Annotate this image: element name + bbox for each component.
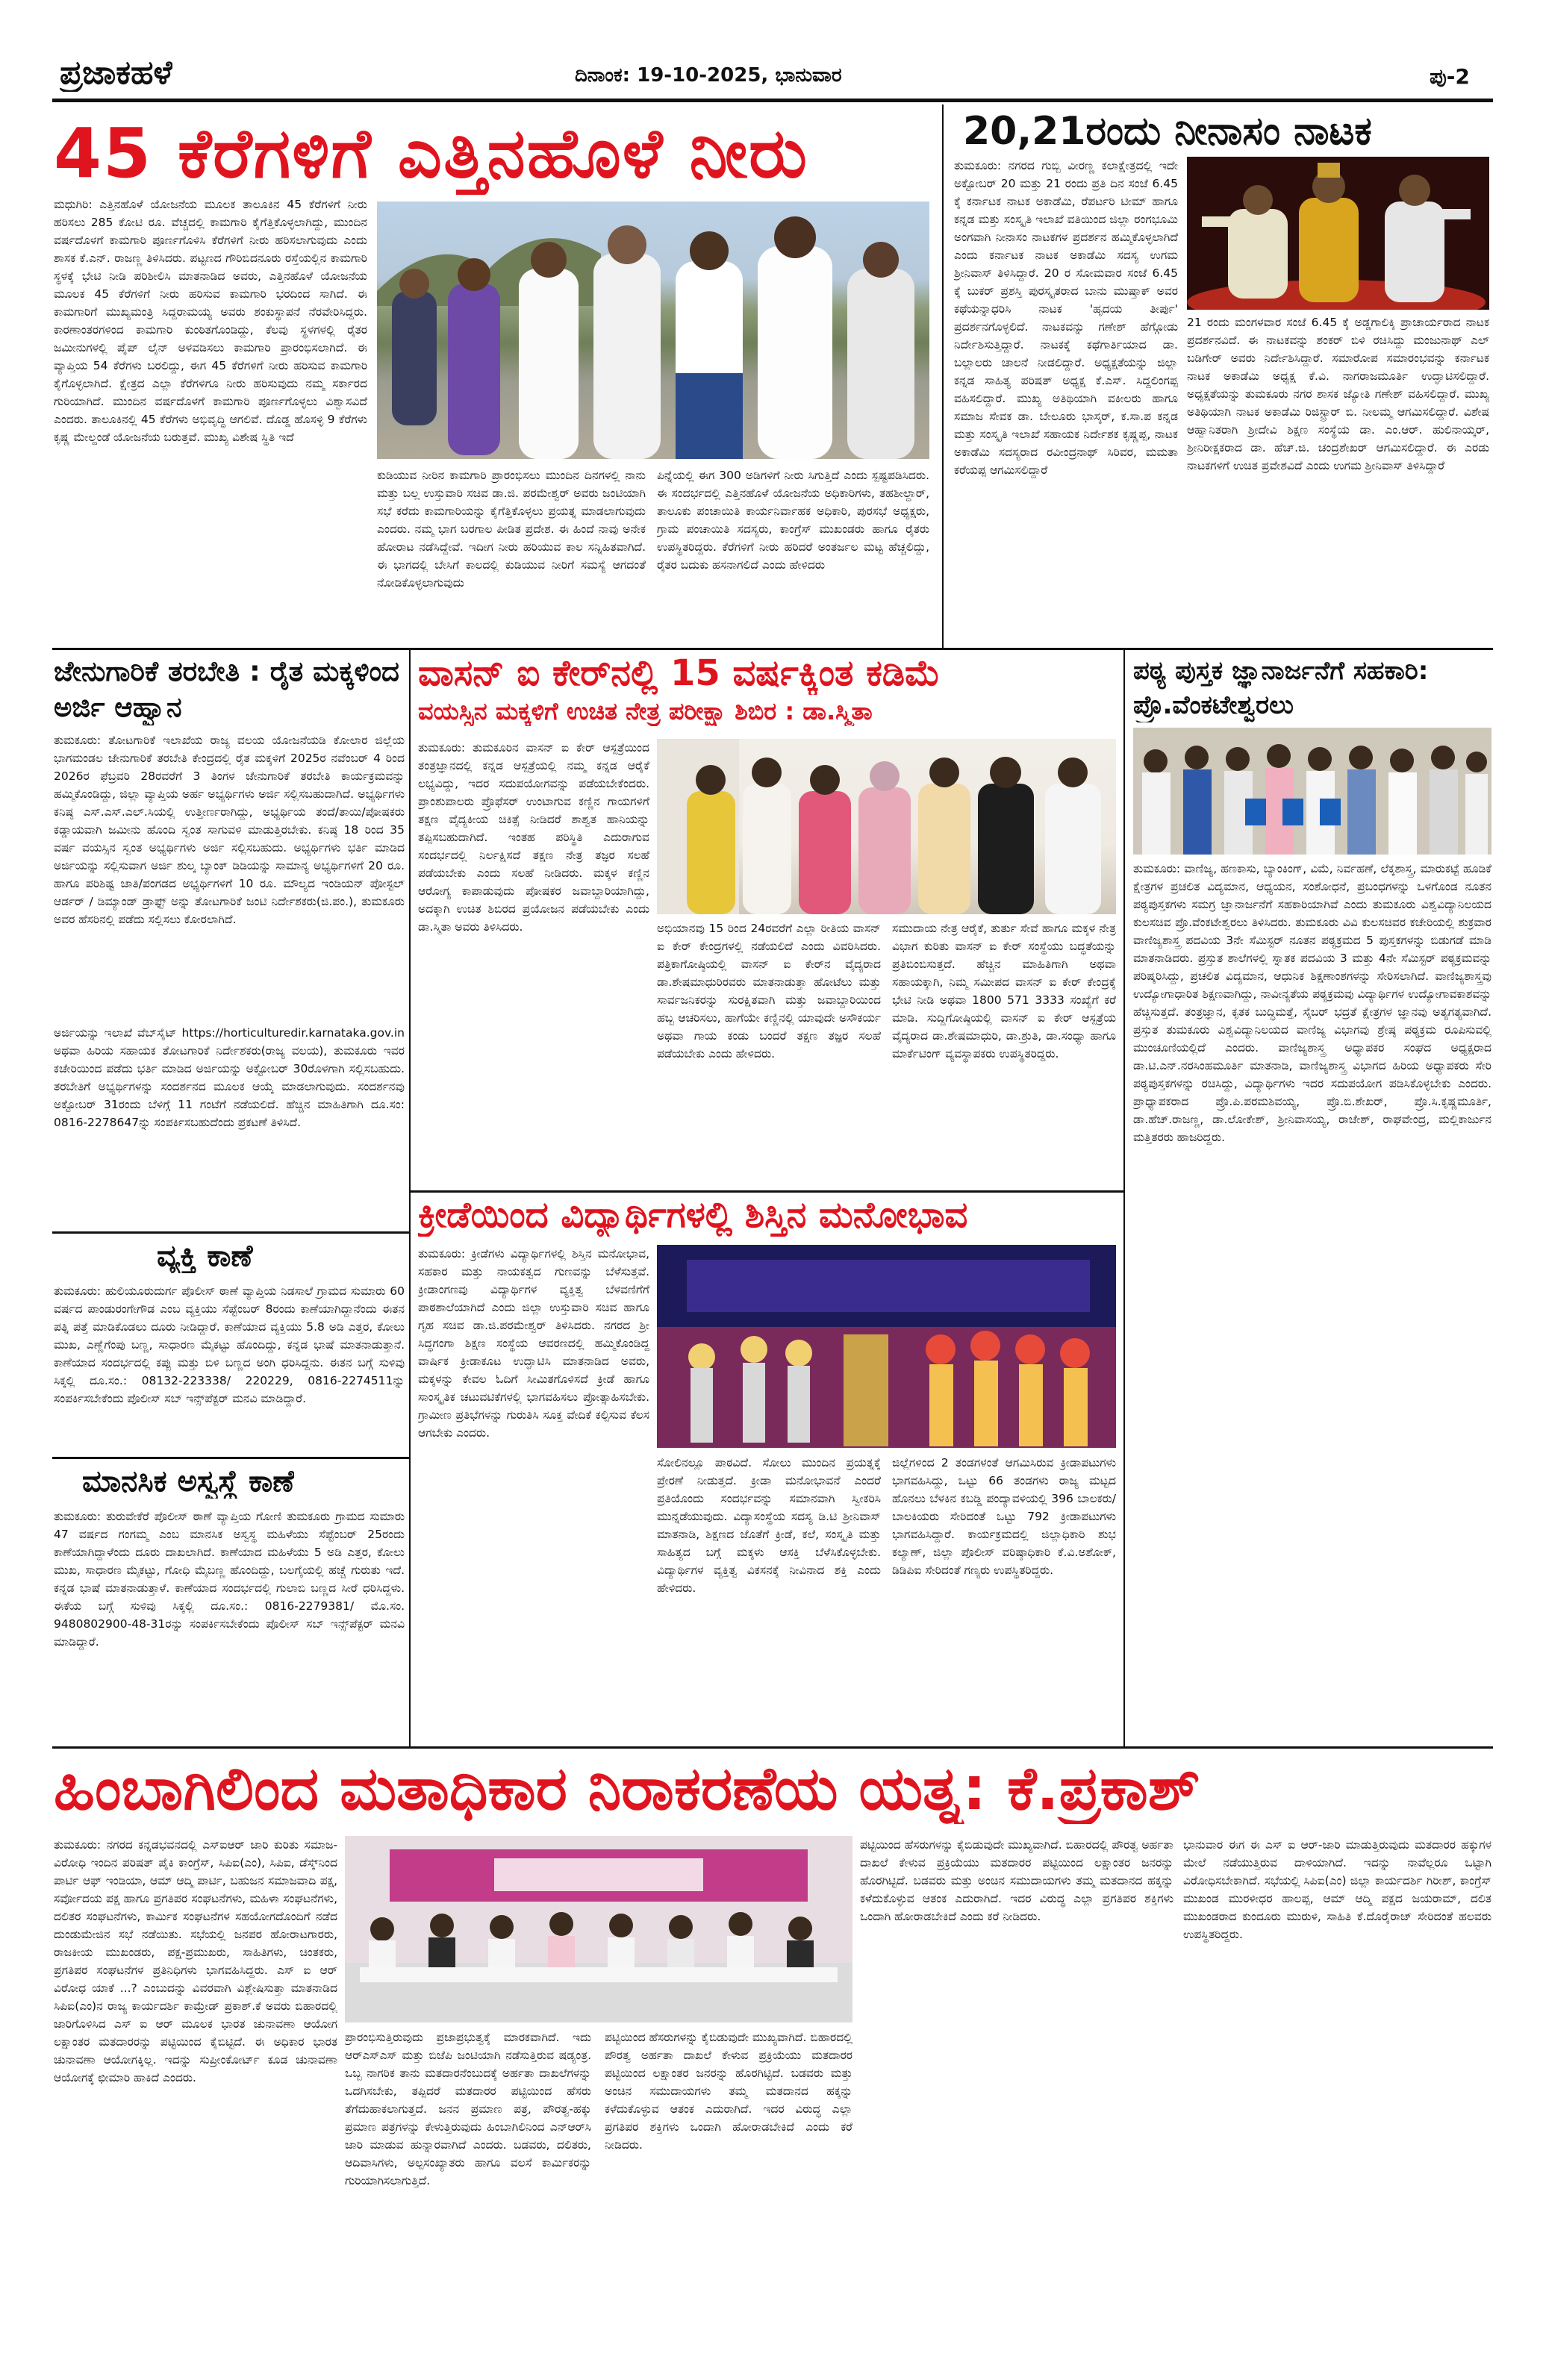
sports-column-3: ಜಿಲ್ಲೆಗಳಿಂದ 2 ತಂಡಗಳಂತೆ ಆಗಮಿಸಿರುವ ಕ್ರೀಡಾಪಟುಗಳು ಭಾಗವಹಿಸಿದ್ದು, ಒಟ್ಟು 66 ತಂಡಗಳು ರಾಜ್ಯ ಮಟ್ಟದ ಹೊನಲು ಬೆಳಕಿನ ಕಬಡ್ಡಿ ಪಂದ್ಯಾವಳಿಯಲ್ಲಿ 396 ಬಾಲಕರು/ಬಾಲಕಿಯರು ಸೇರಿದಂತೆ ಒಟ್ಟು 792 ಕ್ರೀಡಾಪಟುಗಳು ಭಾಗವಹಿಸಿದ್ದಾರೆ. ಕಾರ್ಯಕ್ರಮದಲ್ಲಿ ಜಿಲ್ಲಾಧಿಕಾರಿ ಶುಭ ಕಲ್ಯಾಣ್, ಜಿಲ್ಲಾ ಪೊಲೀಸ್ ವರಿಷ್ಠಾಧಿಕಾರಿ ಕೆ.ವಿ.ಅಶೋಕ್, ಡಿಡಿಪಿಐ ಸೇರಿದಂತೆ ಗಣ್ಯರು ಉಪಸ್ಥಿತರಿದ್ದರು. (892, 1456, 1116, 1577)
ninasam-stage-figures (1187, 157, 1489, 310)
sports-column-1: ತುಮಕೂರು: ಕ್ರೀಡೆಗಳು ವಿದ್ಯಾರ್ಥಿಗಳಲ್ಲಿ ಶಿಸ್ತಿನ ಮನೋಭಾವ, ಸಹಕಾರ ಮತ್ತು ನಾಯಕತ್ವದ ಗುಣವನ್ನು ಬೆಳೆಸುತ್ತವೆ. ಕ್ರೀಡಾಂಗಣವು ವಿದ್ಯಾರ್ಥಿಗಳ ವ್ಯಕ್ತಿತ್ವ ಬೆಳವಣಿಗೆಗೆ ಪಾಠಶಾಲೆಯಾಗಿದೆ ಎಂದು ಜಿಲ್ಲಾ ಉಸ್ತುವಾರಿ ಸಚಿವ ಹಾಗೂ ಗೃಹ ಸಚಿವ ಡಾ.ಜಿ.ಪರಮೇಶ್ವರ್ ತಿಳಿಸಿದರು. ನಗರದ ಶ್ರೀ ಸಿದ್ಧಗಂಗಾ ಶಿಕ್ಷಣ ಸಂಸ್ಥೆಯ ಆವರಣದಲ್ಲಿ ಹಮ್ಮಿಕೊಂಡಿದ್ದ ವಾರ್ಷಿಕ ಕ್ರೀಡಾಕೂಟ ಉದ್ಘಾಟಿಸಿ ಮಾತನಾಡಿದ ಅವರು, ಮಕ್ಕಳನ್ನು ಕೇವಲ ಓದಿಗೆ ಸೀಮಿತಗೊಳಿಸದೆ ಕ್ರೀಡೆ ಹಾಗೂ ಸಾಂಸ್ಕೃತಿಕ ಚಟುವಟಿಕೆಗಳಲ್ಲಿ ಭಾಗವಹಿಸಲು ಪ್ರೋತ್ಸಾಹಿಸಬೇಕು. ಗ್ರಾಮೀಣ ಪ್ರತಿಭೆಗಳನ್ನು ಗುರುತಿಸಿ ಸೂಕ್ತ ವೇದಿಕೆ ಕಲ್ಪಿಸುವ ಕೆಲಸ ಆಗಬೇಕು ಎಂದರು. (418, 1247, 649, 1440)
eye-sports-rule (411, 1190, 1123, 1193)
book-headline: ಪಠ್ಯ ಪುಸ್ತಕ ಜ್ಞಾನಾರ್ಜನೆಗೆ ಸಹಕಾರಿ: ಪ್ರೊ.ವೆಂಕಟೇಶ್ವರಲು (1133, 656, 1429, 720)
bee-missing-rule (52, 1231, 411, 1234)
prakash-column-4: ಭಾನುವಾರ ಈಗ ಈ ಎಸ್ ಐ ಆರ್-ಜಾರಿ ಮಾಡುತ್ತಿರುವುದು ಮತದಾರರ ಹಕ್ಕುಗಳ ಮೇಲೆ ನಡೆಯುತ್ತಿರುವ ದಾಳಿಯಾಗಿದೆ. ಇದನ್ನು ನಾವೆಲ್ಲರೂ ಒಟ್ಟಾಗಿ ವಿರೋಧಿಸಬೇಕಾಗಿದೆ. ಸಭೆಯಲ್ಲಿ ಸಿಪಿಐ(ಎಂ) ಜಿಲ್ಲಾ ಕಾರ್ಯದರ್ಶಿ ಗಿರೀಶ್, ಕಾಂಗ್ರೆಸ್ ಮುಖಂಡ ಮುರಳೀಧರ ಹಾಲಪ್ಪ, ಆಮ್ ಆದ್ಮಿ ಪಕ್ಷದ ಜಯರಾಮ್, ದಲಿತ ಮುಖಂಡರಾದ ಕುಂದೂರು ಮುರುಳಿ, ಸಾಹಿತಿ ಕೆ.ದೊರೈರಾಜ್ ಸೇರಿದಂತೆ ಹಲವರು ಉಪಸ್ಥಿತರಿದ್ದರು. (1183, 1838, 1491, 1941)
sports-headline: ಕ್ರೀಡೆಯಿಂದ ವಿದ್ಯಾರ್ಥಿಗಳಲ್ಲಿ ಶಿಸ್ತಿನ ಮನೋಭಾವ (418, 1194, 968, 1236)
top-section-rule (52, 648, 1493, 650)
eye-photo (657, 739, 1116, 914)
date-line: ದಿನಾಂಕ: 19-10-2025, ಭಾನುವಾರ (575, 64, 842, 87)
paper-name: ಪ್ರಜಾಕಹಳೆ (60, 54, 173, 92)
book-photo (1133, 728, 1491, 855)
book-photo-people (1133, 728, 1491, 855)
lakes-column-3: ಪಿನ್ನೆಯಲ್ಲಿ ಈಗ 300 ಅಡಿಗಳಿಗೆ ನೀರು ಸಿಗುತ್ತಿದೆ ಎಂದು ಸ್ಪಷ್ಟಪಡಿಸಿದರು. ಈ ಸಂದರ್ಭದಲ್ಲಿ ಎತ್ತಿನಹೊಳೆ ಯೋಜನೆಯ ಅಧಿಕಾರಿಗಳು, ತಹಶೀಲ್ದಾರ್, ತಾಲೂಕು ಪಂಚಾಯಿತಿ ಕಾರ್ಯನಿರ್ವಾಹಕ ಅಧಿಕಾರಿ, ಪುರಸಭೆ ಅಧ್ಯಕ್ಷರು, ಗ್ರಾಮ ಪಂಚಾಯಿತಿ ಸದಸ್ಯರು, ಕಾಂಗ್ರೆಸ್ ಮುಖಂಡರು ಹಾಗೂ ರೈತರು ಉಪಸ್ಥಿತರಿದ್ದರು. ಕೆರೆಗಳಿಗೆ ನೀರು ಹರಿದರೆ ಅಂತರ್ಜಲ ಮಟ್ಟ ಹೆಚ್ಚಲಿದ್ದು, ರೈತರ ಬದುಕು ಹಸನಾಗಲಿದೆ ಎಂದು ಹೇಳಿದರು (657, 469, 929, 572)
ninasam-column-2: 21 ರಂದು ಮಂಗಳವಾರ ಸಂಜೆ 6.45 ಕ್ಕೆ ಅಡ್ಡಗಾಲಿಕ್ಕಿ ಪ್ರಾಚಾರ್ಯರಾದ ನಾಟಕ ಪ್ರದರ್ಶನವಿದೆ. ಈ ನಾಟಕವನ್ನು ಶಂಕರ್ ಬಿಳಿ ರಚಿಸಿದ್ದು ಮಂಜುನಾಥ್ ಎಲ್ ಬಡಿಗೇರ್ ಅವರು ನಿರ್ದೇಶಿಸಿದ್ದಾರೆ. ಸಮಾರೋಪ ಸಮಾರಂಭವನ್ನು ಕರ್ನಾಟಕ ನಾಟಕ ಅಕಾಡೆಮಿ ಅಧ್ಯಕ್ಷ ಕೆ.ವಿ. ನಾಗರಾಜಮೂರ್ತಿ ಉದ್ಘಾಟಿಸಲಿದ್ದಾರೆ. ಅಧ್ಯಕ್ಷತೆಯನ್ನು ತುಮಕೂರು ನಗರ ಶಾಸಕ ಜ್ಯೋತಿ ಗಣೇಶ್ ವಹಿಸಲಿದ್ದಾರೆ. ಮುಖ್ಯ ಅತಿಥಿಯಾಗಿ ನಾಟಕ ಅಕಾಡೆಮಿ ರಿಜಿಸ್ಟ್ರಾರ್ ಬಿ. ನೀಲಮ್ಮ ಆಗಮಿಸಲಿದ್ದಾರೆ. ವಿಶೇಷ ಆಹ್ವಾನಿತರಾಗಿ ಶ್ರೀದೇವಿ ಶಿಕ್ಷಣ ಸಂಸ್ಥೆಯ ಡಾ. ಎಂ.ಆರ್. ಹುಲಿನಾಯ್ಕರ್, ಶ್ರೀನಿರೀಕ್ಷಕರಾದ ಡಾ. ಹೆಚ್.ಜಿ. ಚಂದ್ರಶೇಖರ್ ಆಗಮಿಸಲಿದ್ದಾರೆ. ಈ ಎರಡು ನಾಟಕಗಳಿಗೆ ಉಚಿತ ಪ್ರವೇಶವಿದೆ ಎಂದು ಉಗಮ ಶ್ರೀನಿವಾಸ್ ತಿಳಿಸಿದ್ದಾರೆ (1187, 316, 1489, 472)
mental-headline: ಮಾನಸಿಕ ಅಸ್ವಸ್ಥೆ ಕಾಣೆ (82, 1464, 295, 1499)
sports-photo (657, 1245, 1116, 1448)
ninasam-headline: 20,21ರಂದು ನೀನಾಸಂ ನಾಟಕ (963, 109, 1372, 154)
eye-column-2: ಅಭಿಯಾನವು 15 ರಿಂದ 24ರವರೆಗೆ ಎಲ್ಲಾ ರೀತಿಯ ವಾಸನ್ ಐ ಕೇರ್ ಕೇಂದ್ರಗಳಲ್ಲಿ ನಡೆಯಲಿದೆ ಎಂದು ವಿವರಿಸಿದರು. ಪತ್ರಿಕಾಗೋಷ್ಠಿಯಲ್ಲಿ ವಾಸನ್ ಐ ಕೇರ್‌ನ ವೈದ್ಯರಾದ ಡಾ.ಶೇಷಮಾಧುರಿರವರು ಮಾತನಾಡುತ್ತಾ ಹೋಟೆಲು ಮತ್ತು ಸಾರ್ವಜನಿಕರನ್ನು ಸುರಕ್ಷಿತವಾಗಿ ಮತ್ತು ಜವಾಬ್ದಾರಿಯಿಂದ ಹಬ್ಬ ಆಚರಿಸಲು, ಹಾಗೆಯೇ ಕಣ್ಣಿನಲ್ಲಿ ಯಾವುದೇ ಅಸೌಕರ್ಯ ಅಥವಾ ಗಾಯ ಕಂಡು ಬಂದರೆ ತಕ್ಷಣ ತಜ್ಞರ ಸಲಹೆ ಪಡೆಯಬೇಕು ಎಂದು ಹೇಳಿದರು. (657, 922, 881, 1061)
divider-left-center (409, 649, 411, 1746)
missing-headline: ವ್ಯಕ್ತಿ ಕಾಣೆ (157, 1239, 253, 1273)
lakes-photo (377, 202, 929, 459)
prakash-column-3: ಪಟ್ಟಿಯಿಂದ ಹೆಸರುಗಳನ್ನು ಕೈಬಿಡುವುದೇ ಮುಖ್ಯವಾಗಿದೆ. ಬಿಹಾರದಲ್ಲಿ ಪೌರತ್ವ ಅರ್ಹತಾ ದಾಖಲೆ ಕೇಳುವ ಪ್ರಕ್ರಿಯೆಯು ಮತದಾರರ ಪಟ್ಟಿಯಿಂದ ಲಕ್ಷಾಂತರ ಜನರನ್ನು ಹೊರಗಿಟ್ಟಿದೆ. ಬಡವರು ಮತ್ತು ಅಂಚಿನ ಸಮುದಾಯಗಳು ತಮ್ಮ ಮತದಾನದ ಹಕ್ಕನ್ನು ಕಳೆದುಕೊಳ್ಳುವ ಆತಂಕ ಎದುರಾಗಿದೆ. ಇದರ ವಿರುದ್ಧ ಎಲ್ಲಾ ಪ್ರಗತಿಪರ ಶಕ್ತಿಗಳು ಒಂದಾಗಿ ಹೋರಾಡಬೇಕಿದೆ ಎಂದು ಕರೆ ನೀಡಿದರು. (605, 2031, 852, 2152)
bee-body: ತುಮಕೂರು: ತೋಟಗಾರಿಕೆ ಇಲಾಖೆಯ ರಾಜ್ಯ ವಲಯ ಯೋಜನೆಯಡಿ ಕೋಲಾರ ಜಿಲ್ಲೆಯ ಭಾಗಮಂಡಲ ಜೇನುಗಾರಿಕೆ ತರಬೇತಿ ಕೇಂದ್ರದಲ್ಲಿ ರೈತ ಮಕ್ಕಳಿಗೆ 2025ರ ನವೆಂಬರ್ 4 ರಿಂದ 2026ರ ಫೆಬ್ರವರಿ 28ರವರೆಗೆ 3 ತಿಂಗಳ ಜೇನುಗಾರಿಕೆ ತರಬೇತಿ ಕಾರ್ಯಕ್ರಮವನ್ನು ಹಮ್ಮಿಕೊಂಡಿದ್ದು, ಜಿಲ್ಲಾ ವ್ಯಾಪ್ತಿಯ ಅರ್ಹ ಅಭ್ಯರ್ಥಿಗಳು ಅರ್ಜಿ ಸಲ್ಲಿಸಬಹುದಾಗಿದೆ. ಅಭ್ಯರ್ಥಿಗಳು ಕನಿಷ್ಠ ಎಸ್.ಎಸ್.ಎಲ್.ಸಿಯಲ್ಲಿ ಉತ್ತೀರ್ಣರಾಗಿದ್ದು, ಅಭ್ಯರ್ಥಿಯ ತಂದೆ/ತಾಯಿ/ಪೋಷಕರು ಕಡ್ಡಾಯವಾಗಿ ಜಮೀನು ಹೊಂದಿ ಸ್ವಂತ ಸಾಗುವಳಿ ಮಾಡುತ್ತಿರಬೇಕು. ಕನಿಷ್ಠ 18 ರಿಂದ 35 ವರ್ಷ ವಯಸ್ಸಿನ ಸ್ವಂತ ಅಭ್ಯರ್ಥಿಗಳು ಅರ್ಜಿ ಸಲ್ಲಿಸಬಹುದು. ಅಭ್ಯರ್ಥಿಗಳು ಭರ್ತಿ ಮಾಡಿದ ಅರ್ಜಿಯನ್ನು ಸಲ್ಲಿಸುವಾಗ ಅರ್ಜಿ ಶುಲ್ಕ ಬ್ಯಾಂಕ್ ಡಿಡಿಯನ್ನು ಸಾಮಾನ್ಯ ಅಭ್ಯರ್ಥಿಗಳಿಗೆ 20 ರೂ. ಹಾಗೂ ಪರಿಶಿಷ್ಟ ಜಾತಿ/ಪಂಗಡದ ಅಭ್ಯರ್ಥಿಗಳಿಗೆ 10 ರೂ. ಮೌಲ್ಯದ ಇಂಡಿಯನ್ ಪೋಸ್ಟಲ್ ಆರ್ಡರ್ / ಡಿಮ್ಯಾಂಡ್ ಡ್ರಾಫ್ಟ್ ಅನ್ನು ತೋಟಗಾರಿಕೆ ಜಂಟಿ ನಿರ್ದೇಶಕರು(ಜಿ.ಪಂ.), ತುಮಕೂರು ಅವರ ಹೆಸರಿನಲ್ಲಿ ಪಡೆದು ಸಲ್ಲಿಸಲು ಕೋರಲಾಗಿದೆ. (54, 734, 405, 926)
page-number: ಪು-2 (1430, 64, 1470, 89)
prakash-headline: ಹಿಂಬಾಗಿಲಿಂದ ಮತಾಧಿಕಾರ ನಿರಾಕರಣೆಯ ಯತ್ನ: ಕೆ.ಪ್ರಕಾಶ್ (54, 1754, 1200, 1823)
prakash-photo (345, 1836, 852, 2023)
prakash-column-3-top (860, 1836, 1173, 2358)
eye-column-1: ತುಮಕೂರು: ತುಮಕೂರಿನ ವಾಸನ್ ಐ ಕೇರ್ ಆಸ್ಪತ್ರೆಯಿಂದ ತಂತ್ರಜ್ಞಾನದಲ್ಲಿ ಕನ್ನಡ ಆಸ್ಪತ್ರೆಯಲ್ಲಿ ನಮ್ಮ ಕನ್ನಡ ಆರೈಕೆ ಲಭ್ಯವಿದ್ದು, ಇದರ ಸದುಪಯೋಗವನ್ನು ಪಡೆಯಬೇಕೆಂದರು. ಪ್ರಾಂಶುಪಾಲರು ಪ್ರೊಫೆಸರ್ ಉಂಟಾಗುವ ಕಣ್ಣಿನ ಗಾಯಗಳಿಗೆ ತಕ್ಷಣ ವೈದ್ಯಕೀಯ ಚಿಕಿತ್ಸೆ ನೀಡಿದರೆ ಶಾಶ್ವತ ಹಾನಿಯನ್ನು ತಪ್ಪಿಸಬಹುದಾಗಿದೆ. ಇಂತಹ ಪರಿಸ್ಥಿತಿ ಎದುರಾಗುವ ಸಂದರ್ಭದಲ್ಲಿ ನಿರ್ಲಕ್ಷಿಸದೆ ತಕ್ಷಣ ನೇತ್ರ ತಜ್ಞರ ಸಲಹೆ ಪಡೆಯಬೇಕು ಎಂದು ಸಲಹೆ ನೀಡಿದರು. ಮಕ್ಕಳ ಕಣ್ಣಿನ ಆರೋಗ್ಯ ಕಾಪಾಡುವುದು ಪೋಷಕರ ಜವಾಬ್ದಾರಿಯಾಗಿದ್ದು, ಅದಕ್ಕಾಗಿ ಉಚಿತ ಶಿಬಿರದ ಪ್ರಯೋಜನ ಪಡೆಯಬೇಕು ಎಂದು ಡಾ.ಸ್ಮಿತಾ ಅವರು ತಿಳಿಸಿದರು. (418, 741, 649, 934)
prakash-meeting-figures (345, 1836, 852, 2023)
lakes-column-2: ಕುಡಿಯುವ ನೀರಿನ ಕಾಮಗಾರಿ ಪ್ರಾರಂಭಿಸಲು ಮುಂದಿನ ದಿನಗಳಲ್ಲಿ ನಾನು ಮತ್ತು ಬಲ್ಲ ಉಸ್ತುವಾರಿ ಸಚಿವ ಡಾ.ಜಿ. ಪರಮೇಶ್ವರ್ ಅವರು ಜಂಟಿಯಾಗಿ ಸಭೆ ಕರೆದು ಕಾಮಗಾರಿಯನ್ನು ಕೈಗೆತ್ತಿಕೊಳ್ಳಲು ಪ್ರಯತ್ನ ಮಾಡಲಾಗುವುದು ಎಂದರು. ನಮ್ಮ ಭಾಗ ಬರಗಾಲ ಪೀಡಿತ ಪ್ರದೇಶ. ಈ ಹಿಂದೆ ನಾವು ಅನೇಕ ಹೋರಾಟ ನಡೆಸಿದ್ದೇವೆ. ಇದೀಗ ನೀರು ಹರಿಯುವ ಕಾಲ ಸನ್ನಿಹಿತವಾಗಿದೆ. ಈ ಭಾಗದಲ್ಲಿ ಬೇಸಿಗೆ ಕಾಲದಲ್ಲಿ ಕುಡಿಯುವ ನೀರಿಗೆ ಸಮಸ್ಯೆ ಆಗದಂತೆ ನೋಡಿಕೊಳ್ಳಲಾಗುವುದು (377, 469, 646, 590)
lakes-photo-figures (377, 202, 929, 459)
middle-bottom-rule (52, 1746, 1493, 1749)
prakash-column-1: ತುಮಕೂರು: ನಗರದ ಕನ್ನಡಭವನದಲ್ಲಿ ಎಸ್‌ಐಆರ್ ಜಾರಿ ಕುರಿತು ಸಮಾಜ-ವಿರೋಧಿ ಇಂದಿನ ಪರಿಷತ್ ಪೈಕಿ ಕಾಂಗ್ರೆಸ್, ಸಿಪಿಐ(ಎಂ), ಸಿಪಿಐ, ಡೆಸ್ಕ್‌ನಿಂದ ಪಾರ್ಟಿ ಆಫ್ ಇಂಡಿಯಾ, ಆಮ್ ಆದ್ಮಿ ಪಾರ್ಟಿ, ಬಹುಜನ ಸಮಾಜವಾದಿ ಪಕ್ಷ, ಸರ್ವೋದಯ ಪಕ್ಷ ಹಾಗೂ ಪ್ರಗತಿಪರ ಸಂಘಟನೆಗಳು, ಮಹಿಳಾ ಸಂಘಟನೆಗಳು, ದಲಿತರ ಸಂಘಟನೆಗಳು, ಕಾರ್ಮಿಕ ಸಂಘಟನೆಗಳ ಸಹಯೋಗದೊಂದಿಗೆ ನಡೆದ ದುಂಡುಮೇಜಿನ ಸಭೆ ನಡೆಯಿತು. ಸಭೆಯಲ್ಲಿ ಜನಪರ ಹೋರಾಟಗಾರರು, ರಾಜಕೀಯ ಮುಖಂಡರು, ಪಕ್ಷ-ಪ್ರಮುಖರು, ಸಾಹಿತಿಗಳು, ಚಿಂತಕರು, ಪ್ರಗತಿಪರ ಸಂಘಟನೆಗಳ ಪ್ರತಿನಿಧಿಗಳು ಭಾಗವಹಿಸಿದ್ದರು. ಎಸ್ ಐ ಆರ್ ವಿರೋಧ ಯಾಕೆ ...? ಎಂಬುದನ್ನು ವಿವರವಾಗಿ ವಿಶ್ಲೇಷಿಸುತ್ತಾ ಮಾತನಾಡಿದ ಸಿಪಿಐ(ಎಂ)ನ ರಾಜ್ಯ ಕಾರ್ಯದರ್ಶಿ ಕಾಮ್ರೇಡ್ ಪ್ರಕಾಶ್.ಕೆ ಅವರು ಬಿಹಾರದಲ್ಲಿ ಜಾರಿಗೊಳಿಸಿದ ಎಸ್ ಐ ಆರ್ ಮೂಲಕ ಭಾರತ ಚುನಾವಣಾ ಆಯೋಗ ಲಕ್ಷಾಂತರ ಮತದಾರರನ್ನು ಪಟ್ಟಿಯಿಂದ ಕೈಬಿಟ್ಟಿದೆ. ಈ ಅಧಿಕಾರ ಭಾರತ ಚುನಾವಣಾ ಆಯೋಗಕ್ಕಿಲ್ಲ. ಇದನ್ನು ಸುಪ್ರೀಂಕೋರ್ಟ್ ಕೂಡ ಚುನಾವಣಾ ಆಯೋಗಕ್ಕೆ ಛೀಮಾರಿ ಹಾಕಿದೆ ಎಂದರು. (54, 1838, 337, 2084)
lakes-column-1: ಮಧುಗಿರಿ: ಎತ್ತಿನಹೊಳೆ ಯೋಜನೆಯ ಮೂಲಕ ತಾಲೂಕಿನ 45 ಕೆರೆಗಳಿಗೆ ನೀರು ಹರಿಸಲು 285 ಕೋಟಿ ರೂ. ವೆಚ್ಚದಲ್ಲಿ ಕಾಮಗಾರಿ ಕೈಗೆತ್ತಿಕೊಳ್ಳಲಾಗಿದ್ದು, ಮುಂದಿನ ವರ್ಷದೊಳಗೆ ಕಾಮಗಾರಿ ಪೂರ್ಣಗೊಳಿಸಿ ಕೆರೆಗಳಿಗೆ ನೀರು ಹರಿಸಲಾಗುವುದು ಎಂದು ಶಾಸಕ ಕೆ.ಎನ್. ರಾಜಣ್ಣ ತಿಳಿಸಿದರು. ಪಟ್ಟಣದ ಗೌರಿಬಿದನೂರು ರಸ್ತೆಯಲ್ಲಿನ ಕಾಮಗಾರಿ ಸ್ಥಳಕ್ಕೆ ಭೇಟಿ ನೀಡಿ ಪರಿಶೀಲಿಸಿ ಮಾತನಾಡಿದ ಅವರು, ಎತ್ತಿನಹೊಳೆ ಯೋಜನೆಯ ಮೂಲಕ 45 ಕೆರೆಗಳಿಗೆ ನೀರು ಹರಿಸುವ ಕಾಮಗಾರಿ ಭರದಿಂದ ಸಾಗಿದೆ. ಈ ಕಾಮಗಾರಿಗೆ ಮುಖ್ಯಮಂತ್ರಿ ಸಿದ್ದರಾಮಯ್ಯ ಅವರು ಶಂಕುಸ್ಥಾಪನೆ ನೆರವೇರಿಸಿದ್ದರು. ಕಾರಣಾಂತರಗಳಿಂದ ಕಾಮಗಾರಿ ಕುಂಠಿತಗೊಂಡಿದ್ದು, ಕೆಲವು ಸ್ಥಳಗಳಲ್ಲಿ ರೈತರ ಜಮೀನುಗಳಲ್ಲಿ ಪೈಪ್ ಲೈನ್ ಅಳವಡಿಸಲು ಕಾಮಗಾರಿ ಪ್ರಾರಂಭಿಸಲಾಗಿದೆ. ಈ ವ್ಯಾಪ್ತಿಯ 54 ಕೆರೆಗಳು ಬರಲಿದ್ದು, ಈಗ 45 ಕೆರೆಗಳಿಗೆ ನೀರು ಹರಿಸುವ ಕಾಮಗಾರಿ ಕೈಗೊಳ್ಳಲಾಗಿದೆ. ಕ್ಷೇತ್ರದ ಎಲ್ಲಾ ಕೆರೆಗಳಿಗೂ ನೀರು ಹರಿಸುವುದು ನಮ್ಮ ಸರ್ಕಾರದ ಗುರಿಯಾಗಿದೆ. ಮುಂದಿನ ವರ್ಷದೊಳಗೆ ಕಾಮಗಾರಿ ಪೂರ್ಣಗೊಳ್ಳಲು ವಿಶ್ವಾಸವಿದೆ ಎಂದರು. ತಾಲೂಕಿನಲ್ಲಿ 45 ಕೆರೆಗಳು ಅಭಿವೃದ್ಧಿ ಆಗಲಿವೆ. ದೊಡ್ಡ ಹೊಸಳ್ಳಿ 9 ಕೆರೆಗಳು ಕೃಷ್ಣ ಮೇಲ್ದಂಡೆ ಯೋಜನೆಯ ಬರುತ್ತವೆ. ಮುಖ್ಯ ವಿಶೇಷ ಸ್ಥಿತಿ ಇದೆ (54, 198, 367, 444)
book-headline-block (1133, 654, 1491, 722)
bee-body-2: ಅರ್ಜಿಯನ್ನು ಇಲಾಖೆ ವೆಬ್‌ಸೈಟ್ https://horticulturedir.karnataka.gov.in ಅಥವಾ ಹಿರಿಯ ಸಹಾಯಕ ತೋಟಗಾರಿಕೆ ನಿರ್ದೇಶಕರು(ರಾಜ್ಯ ವಲಯ), ತುಮಕೂರು ಇವರ ಕಚೇರಿಯಿಂದ ಪಡೆದು ಭರ್ತಿ ಮಾಡಿದ ಅರ್ಜಿಯನ್ನು ಅಕ್ಟೋಬರ್ 30ರೊಳಗಾಗಿ ಸಲ್ಲಿಸಬಹುದು. ತರಬೇತಿಗೆ ಅಭ್ಯರ್ಥಿಗಳನ್ನು ಸಂದರ್ಶನದ ಮೂಲಕ ಆಯ್ಕೆ ಮಾಡಲಾಗುವುದು. ಸಂದರ್ಶನವು ಅಕ್ಟೋಬರ್ 31ರಂದು ಬೆಳಿಗ್ಗೆ 11 ಗಂಟೆಗೆ ನಡೆಯಲಿದೆ. ಹೆಚ್ಚಿನ ಮಾಹಿತಿಗಾಗಿ ದೂ.ಸಂ: 0816-2278647ನ್ನು ಸಂಪರ್ಕಿಸಬಹುದೆಂದು ಪ್ರಕಟಣೆ ತಿಳಿಸಿದೆ. (54, 1026, 405, 1129)
bee-headline: ಜೇನುಗಾರಿಕೆ ತರಬೇತಿ : ರೈತ ಮಕ್ಕಳಿಂದ ಅರ್ಜಿ ಆಹ್ವಾನ (54, 655, 399, 723)
book-body: ತುಮಕೂರು: ವಾಣಿಜ್ಯ, ಹಣಕಾಸು, ಬ್ಯಾಂಕಿಂಗ್, ವಿಮೆ, ನಿರ್ವಹಣೆ, ಲೆಕ್ಕಶಾಸ್ತ್ರ, ಮಾರುಕಟ್ಟೆ ಹೂಡಿಕೆ ಕ್ಷೇತ್ರಗಳ ಪ್ರಚಲಿತ ವಿದ್ಯಮಾನ, ಆಧ್ಯಯನ, ಸಂಶೋಧನೆ, ಪ್ರಬಂಧಗಳನ್ನು ಒಳಗೊಂಡ ನೂತನ ಪಠ್ಯಪುಸ್ತಕಗಳು ಸಮಗ್ರ ಜ್ಞಾನಾರ್ಜನೆಗೆ ಸಹಕಾರಿಯಾಗಿವೆ ಎಂದು ತುಮಕೂರು ವಿಶ್ವವಿದ್ಯಾನಿಲಯದ ಕುಲಸಚಿವ ಪ್ರೊ.ವೆಂಕಟೇಶ್ವರಲು ತಿಳಿಸಿದರು. ತುಮಕೂರು ವಿವಿ ಕುಲಸಚಿವರ ಕಚೇರಿಯಲ್ಲಿ ಶುಕ್ರವಾರ ವಾಣಿಜ್ಯಶಾಸ್ತ್ರ ಪದವಿಯ 3ನೇ ಸೆಮಿಸ್ಟರ್ ನೂತನ ಪಠ್ಯಕ್ರಮದ 5 ಪುಸ್ತಕಗಳನ್ನು ಬಿಡುಗಡೆ ಮಾಡಿ ಮಾತನಾಡಿದರು. ಪ್ರಸ್ತುತ ಶಾಲೆಗಳಲ್ಲಿ ಸ್ನಾತಕ ಪದವಿಯ 3 ಮತ್ತು 4ನೇ ಸೆಮಿಸ್ಟರ್ ಪಠ್ಯಕ್ರಮವನ್ನು ಪರಿಷ್ಕರಿಸಿದ್ದು, ಪ್ರಚಲಿತ ವಿದ್ಯಮಾನ, ಆಧುನಿಕ ಶಿಕ್ಷಣಾಂಶಗಳನ್ನು ಸೇರಿಸಲಾಗಿದೆ. ವಾಣಿಜ್ಯಶಾಸ್ತ್ರವು ಉದ್ಯೋಗಾಧಾರಿತ ಶಿಕ್ಷಣವಾಗಿದ್ದು, ನಾವೀನ್ಯತೆಯ ಪಠ್ಯಕ್ರಮವು ವಿದ್ಯಾರ್ಥಿಗಳ ಉದ್ಯೋಗಾವಕಾಶವನ್ನು ಹೆಚ್ಚಿಸುತ್ತದೆ. ತಂತ್ರಜ್ಞಾನ, ಕೃತಕ ಬುದ್ಧಿಮತ್ತೆ, ಸೈಬರ್ ಭದ್ರತೆ ಕ್ಷೇತ್ರಗಳ ಜ್ಞಾನವು ಅತ್ಯಗತ್ಯವಾಗಿದೆ. ಪ್ರಸ್ತುತ ತುಮಕೂರು ವಿಶ್ವವಿದ್ಯಾನಿಲಯದ ವಾಣಿಜ್ಯ ವಿಭಾಗವು ಶ್ರೇಷ್ಠ ಪಠ್ಯಕ್ರಮ ರೂಪಿಸುವಲ್ಲಿ ಮುಂಚೂಣಿಯಲ್ಲಿದೆ ಎಂದರು. ವಾಣಿಜ್ಯಶಾಸ್ತ್ರ ಅಧ್ಯಾಪಕರ ಸಂಘದ ಅಧ್ಯಕ್ಷರಾದ ಡಾ.ಟಿ.ಎನ್.ನರಸಿಂಹಮೂರ್ತಿ ಮಾತನಾಡಿ, ವಾಣಿಜ್ಯಶಾಸ್ತ್ರ ವಿಭಾಗದ ಹಿರಿಯ ಅಧ್ಯಾಪಕರು ಸೇರಿ ಪಠ್ಯಪುಸ್ತಕಗಳನ್ನು ರಚಿಸಿದ್ದು, ವಿದ್ಯಾರ್ಥಿಗಳು ಇದರ ಸದುಪಯೋಗ ಪಡಿಸಿಕೊಳ್ಳಬೇಕು ಎಂದರು. ಪ್ರಾಧ್ಯಾಪಕರಾದ ಪ್ರೊ.ಪಿ.ಪರಮಶಿವಯ್ಯ, ಪ್ರೊ.ಬಿ.ಶೇಖರ್, ಪ್ರೊ.ಸಿ.ಕೃಷ್ಣಮೂರ್ತಿ, ಡಾ.ಹೆಚ್.ರಾಜಣ್ಣ, ಡಾ.ಲೋಕೇಶ್, ಶ್ರೀನಿವಾಸಯ್ಯ, ರಾಜೇಶ್, ರಾಘವೇಂದ್ರ, ಮಲ್ಲಿಕಾರ್ಜುನ ಮತ್ತಿತರರು ಹಾಜರಿದ್ದರು. (1133, 862, 1491, 1144)
masthead-rule (52, 99, 1493, 102)
ninasam-column-1: ತುಮಕೂರು: ನಗರದ ಗುಬ್ಬಿ ವೀರಣ್ಣ ಕಲಾಕ್ಷೇತ್ರದಲ್ಲಿ ಇದೇ ಅಕ್ಟೋಬರ್ 20 ಮತ್ತು 21 ರಂದು ಪ್ರತಿ ದಿನ ಸಂಜೆ 6.45 ಕ್ಕೆ ಕರ್ನಾಟಕ ನಾಟಕ ಅಕಾಡೆಮಿ, ರೆಪರ್ಟರಿ ಟೀಮ್ ಹಾಗೂ ಕನ್ನಡ ಮತ್ತು ಸಂಸ್ಕೃತಿ ಇಲಾಖೆ ವತಿಯಿಂದ ಜಿಲ್ಲಾ ರಂಗಭೂಮಿ ಅಂಗವಾಗಿ ನೀನಾಸಂ ನಾಟಕಗಳ ಪ್ರದರ್ಶನ ಹಮ್ಮಿಕೊಳ್ಳಲಾಗಿದೆ ಎಂದು ಕರ್ನಾಟಕ ನಾಟಕ ಅಕಾಡೆಮಿ ಸದಸ್ಯ ಉಗಮ ಶ್ರೀನಿವಾಸ್ ತಿಳಿಸಿದ್ದಾರೆ. 20 ರ ಸೋಮವಾರ ಸಂಜೆ 6.45 ಕ್ಕೆ ಬುಕರ್ ಪ್ರಶಸ್ತಿ ಪುರಸ್ಕೃತರಾದ ಬಾನು ಮುಷ್ತಾಕ್ ಅವರ ಕಥೆಯನ್ನಾಧರಿಸಿ ನಾಟಕ 'ಹೃದಯ ತೀರ್ಪು' ಪ್ರದರ್ಶನಗೊಳ್ಳಲಿದೆ. ನಾಟಕವನ್ನು ಗಣೇಶ್ ಹೆಗ್ಗೋಡು ನಿರ್ದೇಶಿಸುತ್ತಿದ್ದಾರೆ. ನಾಟಕಕ್ಕೆ ಕಥೆಗಾರ್ತಿಯಾದ ಡಾ. ಬಲ್ಲಾಲರು ಚಾಲನೆ ನೀಡಲಿದ್ದಾರೆ. ಅಧ್ಯಕ್ಷತೆಯನ್ನು ಜಿಲ್ಲಾ ಕನ್ನಡ ಸಾಹಿತ್ಯ ಪರಿಷತ್ ಅಧ್ಯಕ್ಷ ಕೆ.ಎಸ್. ಸಿದ್ದಲಿಂಗಪ್ಪ ವಹಿಸಲಿದ್ದಾರೆ. ಮುಖ್ಯ ಅತಿಥಿಯಾಗಿ ವಕೀಲರು ಹಾಗೂ ಸಮಾಜ ಸೇವಕ ಡಾ. ಬೇಲೂರು ಭಾಸ್ಕರ್, ಕ.ಸಾ.ಪ ಕನ್ನಡ ಮತ್ತು ಸಂಸ್ಕೃತಿ ಇಲಾಖೆ ಸಹಾಯಕ ನಿರ್ದೇಶಕ ಕೃಷ್ಣಪ್ಪ, ನಾಟಕ ಅಕಾಡೆಮಿ ಸದಸ್ಯರಾದ ರವೀಂದ್ರನಾಥ್ ಸಿರಿವರ, ಮಮತಾ ಕರೆಯಪ್ಪ ಆಗಮಿಸಲಿದ್ದಾರೆ (954, 159, 1178, 477)
eye-subhead: ವಯಸ್ಸಿನ ಮಕ್ಕಳಿಗೆ ಉಚಿತ ನೇತ್ರ ಪರೀಕ್ಷಾ ಶಿಬಿರ : ಡಾ.ಸ್ಮಿತಾ (418, 697, 873, 725)
prakash-column-2: ಪ್ರಾರಂಭಿಸುತ್ತಿರುವುದು ಪ್ರಜಾಪ್ರಭುತ್ವಕ್ಕೆ ಮಾರಕವಾಗಿದೆ. ಇದು ಆರ್‌ಎಸ್‌ಎಸ್ ಮತ್ತು ಬಿಜೆಪಿ ಜಂಟಿಯಾಗಿ ನಡೆಸುತ್ತಿರುವ ಷಡ್ಯಂತ್ರ. ಒಬ್ಬ ನಾಗರಿಕ ತಾನು ಮತದಾರನೆಂಬುದಕ್ಕೆ ಅರ್ಹತಾ ದಾಖಲೆಗಳನ್ನು ಒದಗಿಸಬೇಕು, ತಪ್ಪಿದರೆ ಮತದಾರರ ಪಟ್ಟಿಯಿಂದ ಹೆಸರು ತೆಗೆದುಹಾಕಲಾಗುತ್ತದೆ. ಜನನ ಪ್ರಮಾಣ ಪತ್ರ, ಪೌರತ್ವ-ಹಕ್ಕು ಪ್ರಮಾಣ ಪತ್ರಗಳನ್ನು ಕೇಳುತ್ತಿರುವುದು ಹಿಂಬಾಗಿಲಿನಿಂದ ಎನ್‌ಆರ್‌ಸಿ ಜಾರಿ ಮಾಡುವ ಹುನ್ನಾರವಾಗಿದೆ ಎಂದರು. ಬಡವರು, ದಲಿತರು, ಆದಿವಾಸಿಗಳು, ಅಲ್ಪಸಂಖ್ಯಾತರು ಹಾಗೂ ವಲಸೆ ಕಾರ್ಮಿಕರನ್ನು ಗುರಿಯಾಗಿಸಲಾಗುತ್ತಿದೆ. (345, 2031, 591, 2187)
prakash-column-3-text: ಪಟ್ಟಿಯಿಂದ ಹೆಸರುಗಳನ್ನು ಕೈಬಿಡುವುದೇ ಮುಖ್ಯವಾಗಿದೆ. ಬಿಹಾರದಲ್ಲಿ ಪೌರತ್ವ ಅರ್ಹತಾ ದಾಖಲೆ ಕೇಳುವ ಪ್ರಕ್ರಿಯೆಯು ಮತದಾರರ ಪಟ್ಟಿಯಿಂದ ಲಕ್ಷಾಂತರ ಜನರನ್ನು ಹೊರಗಿಟ್ಟಿದೆ. ಬಡವರು ಮತ್ತು ಅಂಚಿನ ಸಮುದಾಯಗಳು ತಮ್ಮ ಮತದಾನದ ಹಕ್ಕನ್ನು ಕಳೆದುಕೊಳ್ಳುವ ಆತಂಕ ಎದುರಾಗಿದೆ. ಇದರ ವಿರುದ್ಧ ಎಲ್ಲಾ ಪ್ರಗತಿಪರ ಶಕ್ತಿಗಳು ಒಂದಾಗಿ ಹೋರಾಡಬೇಕಿದೆ ಎಂದು ಕರೆ ನೀಡಿದರು. (860, 1838, 1173, 1923)
divider-center-right (1123, 649, 1125, 1746)
missing-mental-rule (52, 1457, 411, 1459)
sports-stage-figures (657, 1245, 1116, 1448)
bee-headline-line-1 (54, 654, 405, 725)
lakes-headline: 45 ಕೆರೆಗಳಿಗೆ ಎತ್ತಿನಹೊಳೆ ನೀರು (54, 113, 809, 193)
eye-photo-people (657, 739, 1116, 914)
divider-lakes-ninasam (942, 104, 944, 649)
missing-body: ತುಮಕೂರು: ಹುಲಿಯೂರುದುರ್ಗ ಪೊಲೀಸ್ ಠಾಣೆ ವ್ಯಾಪ್ತಿಯ ನಿಡಸಾಲೆ ಗ್ರಾಮದ ಸುಮಾರು 60 ವರ್ಷದ ಪಾಂಡುರಂಗೇಗೌಡ ಎಂಬ ವ್ಯಕ್ತಿಯು ಸೆಪ್ಟೆಂಬರ್ 8ರಂದು ಕಾಣೆಯಾಗಿದ್ದಾನೆಂದು ಈತನ ಪತ್ನಿ ಪತ್ತೆ ಮಾಡಿಕೊಡಲು ದೂರು ನೀಡಿದ್ದಾರೆ. ಕಾಣೆಯಾದ ವ್ಯಕ್ತಿಯು 5.8 ಅಡಿ ಎತ್ತರ, ಕೋಲು ಮುಖ, ಎಣ್ಣೆಗೆಂಪು ಬಣ್ಣ, ಸಾಧಾರಣ ಮೈಕಟ್ಟು ಹೊಂದಿದ್ದು, ಕನ್ನಡ ಭಾಷೆ ಮಾತನಾಡುತ್ತಾನೆ. ಕಾಣೆಯಾದ ಸಂದರ್ಭದಲ್ಲಿ ಕಪ್ಪು ಮತ್ತು ಬಿಳಿ ಬಣ್ಣದ ಅಂಗಿ ಧರಿಸಿದ್ದನು. ಈತನ ಬಗ್ಗೆ ಸುಳಿವು ಸಿಕ್ಕಲ್ಲಿ ದೂ.ಸಂ.: 08132-223338/ 220229, 0816-2274511ನ್ನು ಸಂಪರ್ಕಿಸಬೇಕೆಂದು ಪೊಲೀಸ್ ಸಬ್ ಇನ್ಸ್‌ಪೆಕ್ಟರ್ ಮನವಿ ಮಾಡಿದ್ದಾರೆ. (54, 1284, 405, 1405)
mental-body: ತುಮಕೂರು: ತುರುವೇಕೆರೆ ಪೊಲೀಸ್ ಠಾಣೆ ವ್ಯಾಪ್ತಿಯ ಗೋಣಿ ತುಮಕೂರು ಗ್ರಾಮದ ಸುಮಾರು 47 ವರ್ಷದ ಗಂಗಮ್ಮ ಎಂಬ ಮಾನಸಿಕ ಅಸ್ವಸ್ಥ ಮಹಿಳೆಯು ಸೆಪ್ಟೆಂಬರ್ 25ರಂದು ಕಾಣೆಯಾಗಿದ್ದಾಳೆಂದು ದೂರು ದಾಖಲಾಗಿದೆ. ಕಾಣೆಯಾದ ಮಹಿಳೆಯು 5 ಅಡಿ ಎತ್ತರ, ಕೋಲು ಮುಖ, ಸಾಧಾರಣ ಮೈಕಟ್ಟು, ಗೋಧಿ ಮೈಬಣ್ಣ ಹೊಂದಿದ್ದು, ಬಲಗೈಯಲ್ಲಿ ಹಚ್ಚೆ ಗುರುತು ಇದೆ. ಕನ್ನಡ ಭಾಷೆ ಮಾತನಾಡುತ್ತಾಳೆ. ಕಾಣೆಯಾದ ಸಂದರ್ಭದಲ್ಲಿ ಗುಲಾಬಿ ಬಣ್ಣದ ಸೀರೆ ಧರಿಸಿದ್ದಳು. ಈಕೆಯ ಬಗ್ಗೆ ಸುಳಿವು ಸಿಕ್ಕಲ್ಲಿ ದೂ.ಸಂ.: 0816-2279381/ ಮೊ.ಸಂ. 9480802900-48-31ರನ್ನು ಸಂಪರ್ಕಿಸಬೇಕೆಂದು ಪೊಲೀಸ್ ಸಬ್ ಇನ್ಸ್‌ಪೆಕ್ಟರ್ ಮನವಿ ಮಾಡಿದ್ದಾರೆ. (54, 1510, 405, 1649)
eye-column-3: ಸಮುದಾಯ ನೇತ್ರ ಆರೈಕೆ, ತುರ್ತು ಸೇವೆ ಹಾಗೂ ಮಕ್ಕಳ ನೇತ್ರ ವಿಭಾಗ ಕುರಿತು ವಾಸನ್ ಐ ಕೇರ್ ಸಂಸ್ಥೆಯು ಬದ್ಧತೆಯನ್ನು ಪ್ರತಿಬಿಂಬಿಸುತ್ತದೆ. ಹೆಚ್ಚಿನ ಮಾಹಿತಿಗಾಗಿ ಅಥವಾ ಸಹಾಯಕ್ಕಾಗಿ, ನಿಮ್ಮ ಸಮೀಪದ ವಾಸನ್ ಐ ಕೇರ್ ಕೇಂದ್ರಕ್ಕೆ ಭೇಟಿ ನೀಡಿ ಅಥವಾ 1800 571 3333 ಸಂಖ್ಯೆಗೆ ಕರೆ ಮಾಡಿ. ಸುದ್ದಿಗೋಷ್ಠಿಯಲ್ಲಿ ವಾಸನ್ ಐ ಕೇರ್ ಆಸ್ಪತ್ರೆಯ ವೈದ್ಯರಾದ ಡಾ.ಶೇಷಮಾಧುರಿ, ಡಾ.ಶ್ರುತಿ, ಡಾ.ಸಂಧ್ಯಾ ಹಾಗೂ ಮಾರ್ಕೆಟಿಂಗ್ ವ್ಯವಸ್ಥಾಪಕರು ಉಪಸ್ಥಿತರಿದ್ದರು. (892, 922, 1116, 1061)
eye-headline: ವಾಸನ್ ಐ ಕೇರ್‌ನಲ್ಲಿ 15 ವರ್ಷಕ್ಕಿಂತ ಕಡಿಮೆ (418, 652, 941, 694)
ninasam-photo (1187, 157, 1489, 310)
sports-column-2: ಸೋಲಿನಲ್ಲೂ ಪಾಠವಿದೆ. ಸೋಲು ಮುಂದಿನ ಪ್ರಯತ್ನಕ್ಕೆ ಪ್ರೇರಣೆ ನೀಡುತ್ತದೆ. ಕ್ರೀಡಾ ಮನೋಭಾವನೆ ಎಂದರೆ ಪ್ರತಿಯೊಂದು ಸಂದರ್ಭವನ್ನು ಸಮಾನವಾಗಿ ಸ್ವೀಕರಿಸಿ ಮುನ್ನಡೆಯುವುದು. ವಿದ್ಯಾಸಂಸ್ಥೆಯ ಸದಸ್ಯ ಡಿ.ಟಿ ಶ್ರೀನಿವಾಸ್ ಮಾತನಾಡಿ, ಶಿಕ್ಷಣದ ಜೊತೆಗೆ ಕ್ರೀಡೆ, ಕಲೆ, ಸಂಸ್ಕೃತಿ ಮತ್ತು ಸಾಹಿತ್ಯದ ಬಗ್ಗೆ ಮಕ್ಕಳು ಆಸಕ್ತಿ ಬೆಳೆಸಿಕೊಳ್ಳಬೇಕು. ವಿದ್ಯಾರ್ಥಿಗಳ ವ್ಯಕ್ತಿತ್ವ ವಿಕಸನಕ್ಕೆ ನೀವಿನಾದ ಶಕ್ತಿ ಎಂದು ಹೇಳಿದರು. (657, 1456, 881, 1595)
